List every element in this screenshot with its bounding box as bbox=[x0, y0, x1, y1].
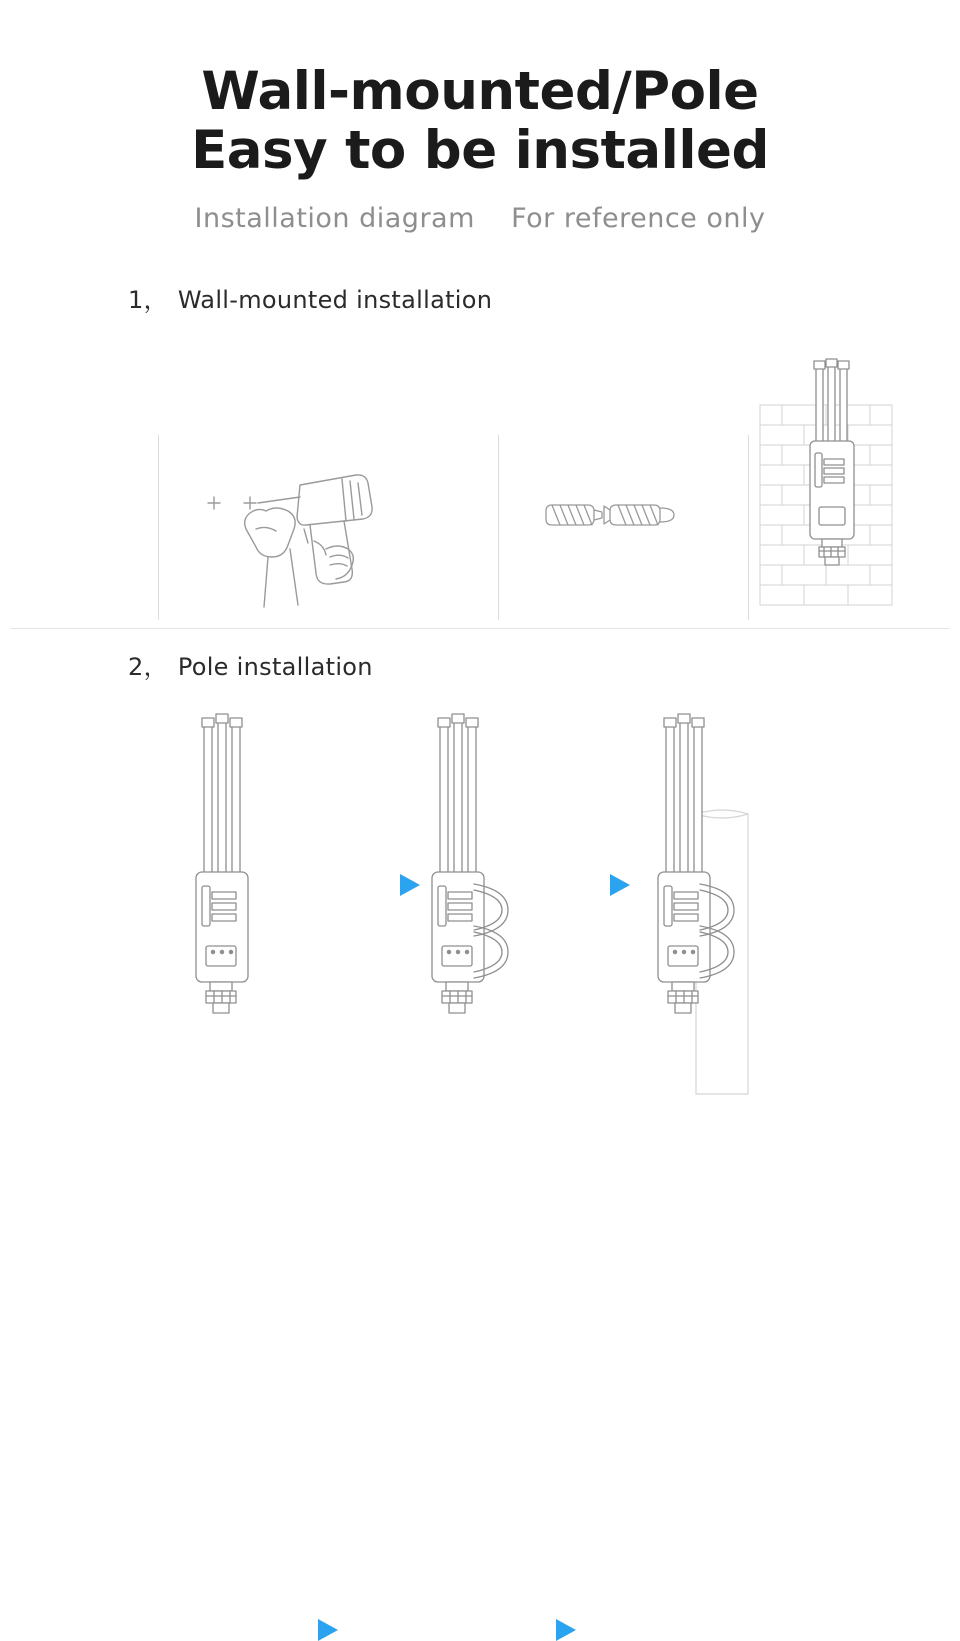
wall-mounted-diagram bbox=[0, 325, 960, 625]
wall-anchor-screw-step bbox=[540, 480, 720, 550]
section-1-heading bbox=[128, 280, 960, 315]
section-2-heading bbox=[128, 647, 960, 682]
subtitle-left: Installation diagram bbox=[194, 202, 475, 234]
section-1-label: Wall-mounted installation bbox=[177, 285, 493, 314]
arrow-right-icon-3 bbox=[318, 1619, 338, 1641]
device-only-step bbox=[178, 694, 298, 1034]
drill-hole-step bbox=[180, 445, 480, 615]
page-header bbox=[0, 0, 960, 234]
page-subtitle bbox=[0, 203, 960, 234]
page-title-line-1: Wall-mounted/Pole bbox=[201, 61, 759, 122]
device-with-clamps-step bbox=[414, 694, 554, 1034]
device-on-pole-step bbox=[640, 694, 800, 1114]
arrow-right-icon-4 bbox=[556, 1619, 576, 1641]
section-1-number: 1， bbox=[128, 285, 168, 314]
subtitle-right: For reference only bbox=[511, 202, 766, 234]
mounted-on-wall-step bbox=[752, 325, 952, 625]
panel1-divider-right bbox=[748, 435, 749, 620]
section-2-number: 2， bbox=[128, 652, 168, 681]
pole-installation-diagram bbox=[0, 682, 960, 1152]
section-2-label: Pole installation bbox=[177, 652, 373, 681]
section-divider bbox=[10, 628, 950, 629]
panel1-divider-mid bbox=[498, 435, 499, 620]
panel1-divider-left bbox=[158, 435, 159, 620]
page-title-line-2: Easy to be installed bbox=[191, 120, 769, 182]
